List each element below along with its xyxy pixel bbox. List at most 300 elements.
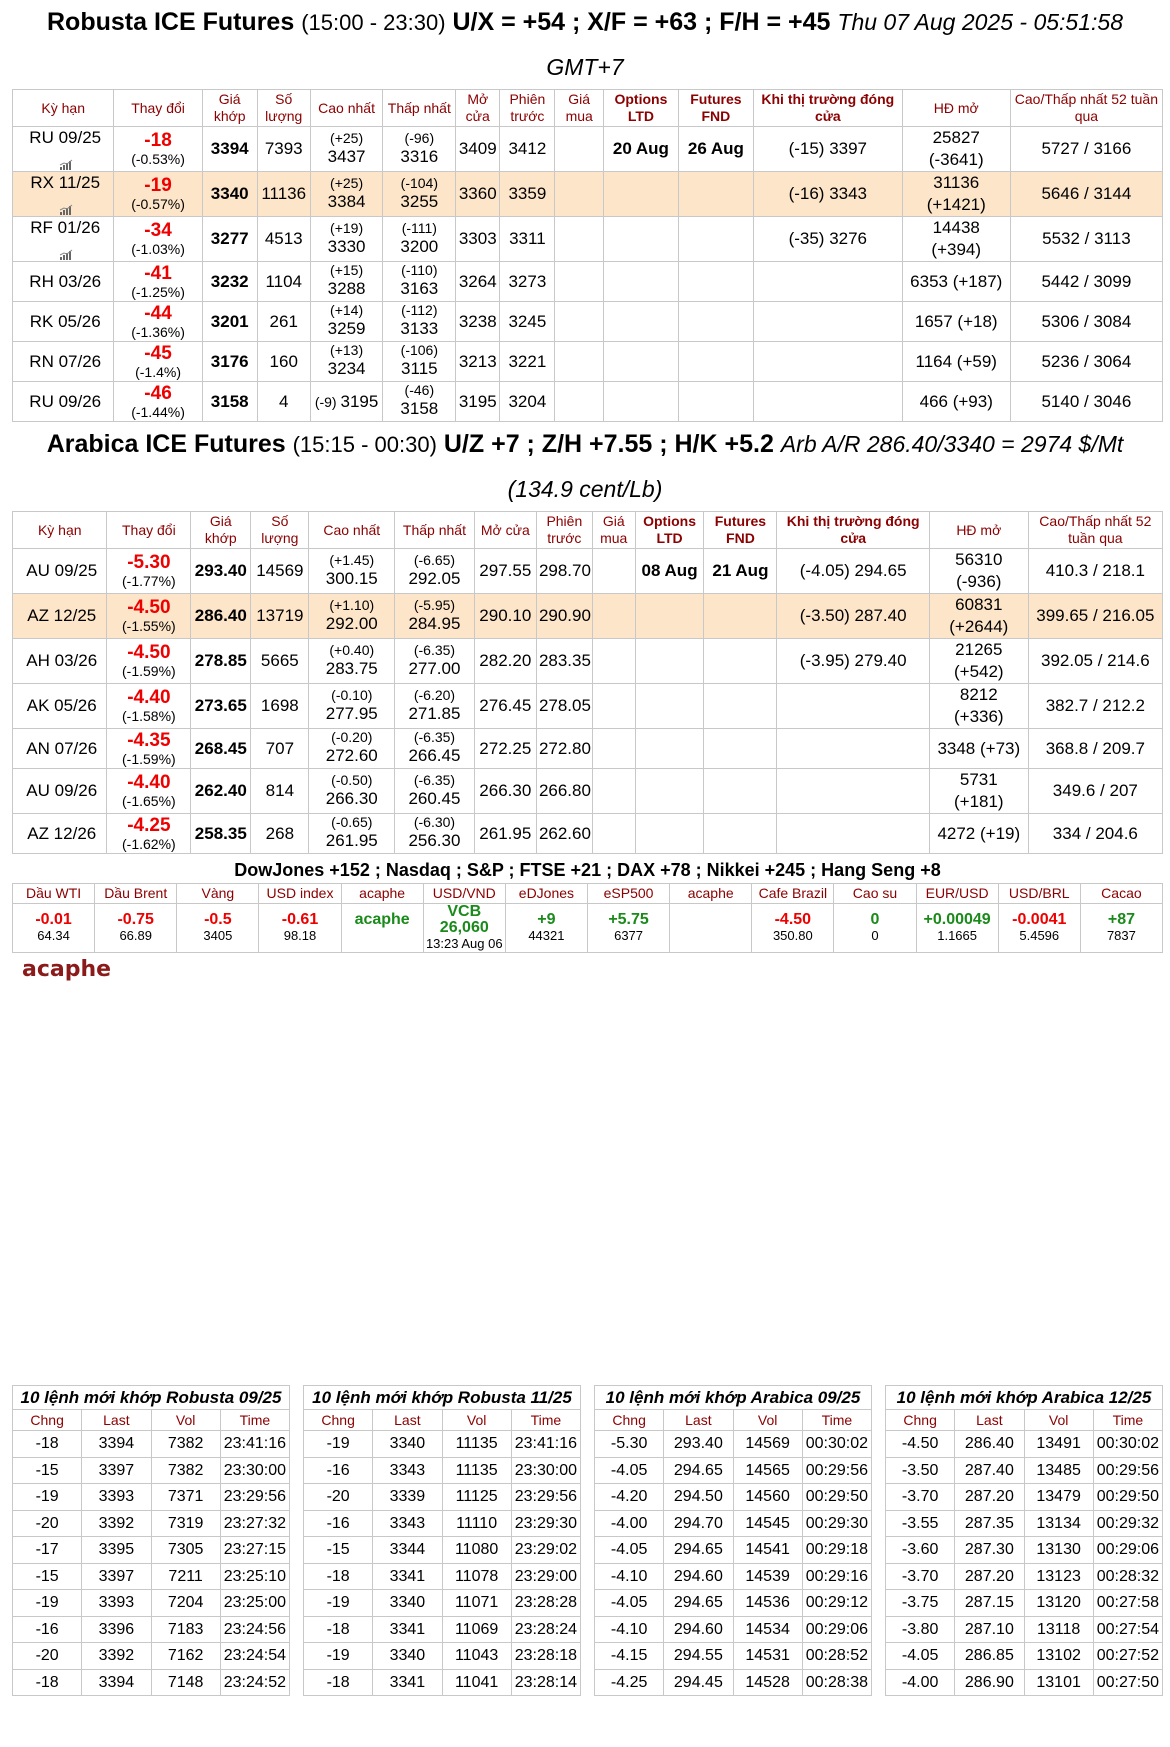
trade-row — [886, 1457, 1163, 1484]
index-change: +5.75 — [608, 911, 649, 928]
trade-cell: 00:27:50 — [1093, 1669, 1162, 1696]
futures-fnd — [704, 594, 777, 639]
term-label: AU 09/25 — [26, 561, 98, 580]
trade-col-header: Chng — [886, 1410, 955, 1431]
open-price: 3303 — [456, 217, 500, 262]
open-price: 3360 — [456, 172, 500, 217]
trade-cell: 11043 — [442, 1643, 511, 1670]
trade-col-header: Time — [802, 1410, 871, 1431]
volume: 814 — [251, 769, 309, 814]
options-ltd — [635, 769, 704, 814]
table-row[interactable] — [13, 729, 1163, 769]
trade-cell: 13123 — [1024, 1563, 1093, 1590]
last-price: 3277 — [202, 217, 257, 262]
term-label: AK 05/26 — [26, 696, 97, 715]
volume: 7393 — [257, 127, 310, 172]
trade-row — [595, 1537, 872, 1564]
options-ltd — [635, 639, 704, 684]
high-change: (+13) — [330, 342, 364, 358]
index-cell[interactable] — [95, 904, 177, 953]
trade-cell: 23:41:16 — [511, 1431, 580, 1458]
index-cell[interactable] — [259, 904, 341, 953]
low-change: (-6.35) — [413, 641, 456, 658]
index-cell[interactable] — [752, 904, 834, 953]
trade-cell: 23:29:00 — [511, 1563, 580, 1590]
trade-cell: 23:30:00 — [220, 1457, 289, 1484]
trade-cell: -4.10 — [595, 1616, 664, 1643]
trade-cell: 11135 — [442, 1431, 511, 1458]
trade-cell: 287.40 — [955, 1457, 1024, 1484]
previous-price: 3311 — [500, 217, 555, 262]
volume: 1104 — [257, 262, 310, 302]
trade-cell: 13102 — [1024, 1643, 1093, 1670]
index-cell[interactable] — [1080, 904, 1162, 953]
change-cell — [114, 342, 202, 382]
trade-cell: 287.10 — [955, 1616, 1024, 1643]
robusta-hours: (15:00 - 23:30) — [301, 10, 446, 35]
trade-cell: 13134 — [1024, 1510, 1093, 1537]
trade-col-header: Last — [955, 1410, 1024, 1431]
high-change: (+19) — [330, 219, 364, 236]
trade-row — [13, 1431, 290, 1458]
high-value: 283.75 — [325, 658, 378, 678]
index-cell[interactable] — [423, 904, 505, 953]
term-label: AZ 12/25 — [27, 606, 97, 625]
term-label: AH 03/26 — [26, 651, 98, 670]
options-ltd — [635, 814, 704, 854]
trade-cell: 00:29:32 — [1093, 1510, 1162, 1537]
trade-cell: -4.25 — [595, 1669, 664, 1696]
futures-fnd — [704, 729, 777, 769]
low-cell — [383, 262, 456, 302]
trade-cell: 00:29:06 — [1093, 1537, 1162, 1564]
trade-row — [595, 1616, 872, 1643]
index-cell[interactable] — [13, 904, 95, 953]
trade-col-header: Chng — [13, 1410, 82, 1431]
change-value: -5.30 — [127, 552, 171, 573]
trade-cell: 13491 — [1024, 1431, 1093, 1458]
term-label: RX 11/25 — [30, 173, 101, 192]
chart-icon[interactable] — [59, 200, 73, 212]
high-value: 3195 — [340, 391, 379, 411]
bid-price — [555, 217, 604, 262]
trade-cell: 11135 — [442, 1457, 511, 1484]
index-value — [342, 928, 423, 944]
trade-cell: 11125 — [442, 1484, 511, 1511]
trade-cell: -19 — [304, 1643, 373, 1670]
arabica-header-row — [13, 512, 1163, 549]
change-percent: (-1.25%) — [131, 283, 185, 300]
trade-cell: 13101 — [1024, 1669, 1093, 1696]
trade-cell: 3395 — [82, 1537, 151, 1564]
trade-row — [13, 1537, 290, 1564]
low-cell — [383, 172, 456, 217]
low-cell — [395, 594, 474, 639]
contract-term[interactable] — [13, 342, 114, 382]
last-price: 258.35 — [191, 814, 251, 854]
col-header: Futures FND — [678, 90, 753, 127]
trade-row — [886, 1431, 1163, 1458]
trade-cell: 14569 — [733, 1431, 802, 1458]
chart-icon[interactable] — [59, 245, 73, 257]
index-change: -4.50 — [774, 911, 812, 928]
trade-cell: -19 — [304, 1590, 373, 1617]
high-cell — [309, 684, 395, 729]
high-cell — [309, 769, 395, 814]
trade-col-header: Time — [511, 1410, 580, 1431]
previous-price: 3359 — [500, 172, 555, 217]
bid-price — [592, 684, 635, 729]
low-change: (-5.95) — [413, 596, 456, 613]
previous-price: 290.90 — [536, 594, 592, 639]
col-header: Futures FND — [704, 512, 777, 549]
trade-row — [304, 1563, 581, 1590]
open-price: 3238 — [456, 302, 500, 342]
index-cell[interactable] — [916, 904, 998, 953]
low-change: (-104) — [400, 174, 439, 191]
brand-logo[interactable]: acaphe — [22, 957, 112, 982]
index-value — [670, 920, 751, 936]
trade-cell: 00:28:38 — [802, 1669, 871, 1696]
trade-col-header: Time — [220, 1410, 289, 1431]
last-price: 273.65 — [191, 684, 251, 729]
col-header: Giá khớp — [202, 90, 257, 127]
index-label: eSP500 — [587, 884, 669, 904]
table-row[interactable] — [13, 594, 1163, 639]
low-value: 3255 — [400, 191, 439, 211]
range-52-week: 5140 / 3046 — [1010, 382, 1162, 422]
trade-cell: -16 — [304, 1510, 373, 1537]
contract-term[interactable] — [13, 217, 114, 262]
options-ltd: 08 Aug — [635, 549, 704, 594]
trade-cell: 14560 — [733, 1484, 802, 1511]
range-52-week: 349.6 / 207 — [1028, 769, 1162, 814]
trade-cell: 00:27:52 — [1093, 1643, 1162, 1670]
table-row[interactable] — [13, 382, 1163, 422]
trade-cell: -3.80 — [886, 1616, 955, 1643]
open-interest — [929, 639, 1028, 684]
index-change: +87 — [1107, 911, 1135, 928]
trade-table — [303, 1385, 581, 1696]
trade-cell: -18 — [304, 1563, 373, 1590]
close-price — [753, 262, 902, 302]
futures-fnd: 26 Aug — [678, 127, 753, 172]
futures-fnd — [678, 172, 753, 217]
previous-price: 3204 — [500, 382, 555, 422]
low-value: 266.45 — [408, 746, 461, 765]
oi-value: 6353 (+187) — [910, 271, 1003, 291]
index-value: 6377 — [614, 928, 644, 943]
table-row[interactable] — [13, 172, 1163, 217]
index-value: 64.34 — [37, 928, 70, 943]
index-cell[interactable] — [834, 904, 916, 953]
open-price: 261.95 — [474, 814, 536, 854]
high-value: 300.15 — [325, 568, 378, 588]
index-change: -0.75 — [117, 911, 154, 928]
high-change: (+25) — [330, 174, 364, 191]
trade-cell: 294.65 — [664, 1590, 733, 1617]
volume: 13719 — [251, 594, 309, 639]
bid-price — [555, 342, 604, 382]
contract-term[interactable] — [13, 814, 107, 854]
contract-term[interactable] — [13, 729, 107, 769]
bid-price — [592, 549, 635, 594]
high-change: (-0.10) — [331, 686, 373, 703]
index-cell[interactable] — [177, 904, 259, 953]
trade-cell: -4.05 — [595, 1590, 664, 1617]
last-price: 3158 — [202, 382, 257, 422]
volume: 4513 — [257, 217, 310, 262]
futures-fnd — [678, 382, 753, 422]
contract-term[interactable] — [13, 769, 107, 814]
col-header: Giá mua — [592, 512, 635, 549]
robusta-title: Robusta ICE Futures — [47, 8, 295, 36]
col-header: Options LTD — [635, 512, 704, 549]
change-cell — [107, 769, 191, 814]
oi-value: 60831 — [955, 595, 1003, 614]
high-cell — [310, 127, 383, 172]
options-ltd — [603, 342, 678, 382]
high-change: (+14) — [330, 302, 364, 318]
trade-cell: 23:27:32 — [220, 1510, 289, 1537]
trade-cell: -4.10 — [595, 1563, 664, 1590]
trade-col-header: Vol — [151, 1410, 220, 1431]
trade-cell: 3343 — [373, 1510, 442, 1537]
col-header: HĐ mở — [902, 90, 1010, 127]
contract-term[interactable] — [13, 594, 107, 639]
change-value: -4.35 — [127, 729, 171, 751]
close-price — [777, 729, 929, 769]
contract-term[interactable] — [13, 684, 107, 729]
col-header: Khi thị trường đóng cửa — [777, 512, 929, 549]
table-row[interactable] — [13, 342, 1163, 382]
close-price — [753, 342, 902, 382]
index-label: Cao su — [834, 884, 916, 904]
trade-col-header: Chng — [595, 1410, 664, 1431]
trade-cell: 3397 — [82, 1563, 151, 1590]
trade-cell: 00:29:50 — [802, 1484, 871, 1511]
trade-cell: 00:28:52 — [802, 1643, 871, 1670]
previous-price: 283.35 — [536, 639, 592, 684]
low-cell — [383, 382, 456, 422]
trade-cell: 23:29:02 — [511, 1537, 580, 1564]
trade-cell: 3392 — [82, 1643, 151, 1670]
contract-term[interactable] — [13, 639, 107, 684]
change-percent: (-1.77%) — [122, 573, 176, 589]
change-percent: (-1.44%) — [131, 403, 185, 420]
trade-cell: 3340 — [373, 1431, 442, 1458]
trade-cell: -4.15 — [595, 1643, 664, 1670]
trade-col-header: Vol — [1024, 1410, 1093, 1431]
trade-cell: -19 — [304, 1431, 373, 1458]
col-header: Cao nhất — [310, 90, 383, 127]
arabica-spreads: U/Z +7 ; Z/H +7.55 ; H/K +5.2 — [443, 430, 774, 458]
close-price — [753, 302, 902, 342]
last-price: 262.40 — [191, 769, 251, 814]
contract-term[interactable] — [13, 172, 114, 217]
low-change: (-46) — [404, 382, 435, 398]
trade-row — [13, 1616, 290, 1643]
previous-price: 3273 — [500, 262, 555, 302]
change-percent: (-1.03%) — [131, 241, 185, 257]
trade-row — [304, 1457, 581, 1484]
col-header: Số lượng — [257, 90, 310, 127]
index-cell[interactable] — [341, 904, 423, 953]
low-value: 3115 — [401, 359, 438, 378]
range-52-week: 5306 / 3084 — [1010, 302, 1162, 342]
change-percent: (-1.4%) — [135, 363, 181, 380]
last-price: 3176 — [202, 342, 257, 382]
index-cell[interactable] — [998, 904, 1080, 953]
trade-table-title: 10 lệnh mới khớp Arabica 12/25 — [886, 1386, 1163, 1410]
trade-row — [595, 1563, 872, 1590]
oi-change: (-3641) — [928, 150, 984, 169]
table-row[interactable] — [13, 639, 1163, 684]
previous-price: 272.80 — [536, 729, 592, 769]
trade-cell: -20 — [13, 1643, 82, 1670]
trade-cell: 3341 — [373, 1616, 442, 1643]
change-cell — [107, 814, 191, 854]
low-value: 292.05 — [408, 568, 461, 588]
term-label: RN 07/26 — [29, 351, 102, 371]
trade-table-title: 10 lệnh mới khớp Arabica 09/25 — [595, 1386, 872, 1410]
trade-cell: -16 — [304, 1457, 373, 1484]
arabica-heading — [0, 422, 1170, 511]
trade-row — [304, 1510, 581, 1537]
trade-cell: 286.85 — [955, 1643, 1024, 1670]
last-price: 3201 — [202, 302, 257, 342]
change-cell — [107, 684, 191, 729]
range-52-week: 5646 / 3144 — [1010, 172, 1162, 217]
term-label: RF 01/26 — [30, 218, 101, 237]
open-price: 290.10 — [474, 594, 536, 639]
trade-cell: 294.65 — [664, 1537, 733, 1564]
oi-value: 31136 — [933, 173, 980, 192]
close-price — [753, 382, 902, 422]
trade-cell: 294.60 — [664, 1616, 733, 1643]
high-value: 3437 — [327, 146, 366, 166]
trade-row — [13, 1563, 290, 1590]
contract-term[interactable] — [13, 262, 114, 302]
table-row[interactable] — [13, 217, 1163, 262]
volume: 707 — [251, 729, 309, 769]
contract-term[interactable] — [13, 127, 114, 172]
trade-cell: -17 — [13, 1537, 82, 1564]
trade-cell: 14528 — [733, 1669, 802, 1696]
trade-cell: 14545 — [733, 1510, 802, 1537]
previous-price: 278.05 — [536, 684, 592, 729]
trade-cell: 23:29:56 — [511, 1484, 580, 1511]
volume: 160 — [257, 342, 310, 382]
trade-row — [886, 1510, 1163, 1537]
arabica-title: Arabica ICE Futures — [46, 430, 286, 458]
contract-term[interactable] — [13, 549, 107, 594]
index-cell[interactable] — [505, 904, 587, 953]
trade-cell: 294.50 — [664, 1484, 733, 1511]
index-label: acaphe — [670, 884, 752, 904]
index-value: 5.4596 — [1019, 928, 1060, 943]
options-ltd — [635, 594, 704, 639]
index-change: +0.00049 — [923, 911, 991, 928]
high-change: (+25) — [330, 129, 364, 146]
high-cell — [310, 382, 383, 422]
index-label: Cafe Brazil — [752, 884, 834, 904]
options-ltd — [635, 684, 704, 729]
trade-cell: 00:27:54 — [1093, 1616, 1162, 1643]
trade-cell: -4.20 — [595, 1484, 664, 1511]
open-interest — [929, 769, 1028, 814]
change-cell — [114, 382, 202, 422]
index-cell[interactable] — [587, 904, 669, 953]
trade-cell: 7305 — [151, 1537, 220, 1564]
table-row[interactable] — [13, 684, 1163, 729]
robusta-header-row — [13, 90, 1163, 127]
index-label: Cacao — [1080, 884, 1162, 904]
trade-row — [13, 1643, 290, 1670]
trade-cell: 3397 — [82, 1457, 151, 1484]
trade-cell: 7183 — [151, 1616, 220, 1643]
trade-cell: 3393 — [82, 1590, 151, 1617]
close-price: (-3.50) 287.40 — [777, 594, 929, 639]
col-header: Thấp nhất — [395, 512, 474, 549]
close-price: (-35) 3276 — [753, 217, 902, 262]
change-percent: (-1.62%) — [122, 835, 176, 852]
index-label: Dầu WTI — [13, 884, 95, 904]
indices-summary: DowJones +152 ; Nasdaq ; S&P ; FTSE +21 ; DAX +78 ; Nikkei +245 ; Hang Seng +8 — [234, 860, 941, 880]
trade-cell: 13120 — [1024, 1590, 1093, 1617]
open-price: 3409 — [456, 127, 500, 172]
contract-term[interactable] — [13, 302, 114, 342]
oi-change: (+1421) — [926, 195, 986, 214]
table-row[interactable] — [13, 127, 1163, 172]
trade-cell: 293.40 — [664, 1431, 733, 1458]
trade-col-header: Last — [373, 1410, 442, 1431]
table-row[interactable] — [13, 549, 1163, 594]
chart-icon[interactable] — [59, 155, 73, 167]
table-row[interactable] — [13, 814, 1163, 854]
contract-term[interactable] — [13, 382, 114, 422]
range-52-week: 5442 / 3099 — [1010, 262, 1162, 302]
options-ltd — [603, 217, 678, 262]
col-header: Khi thị trường đóng cửa — [753, 90, 902, 127]
high-change: (-9) — [314, 393, 341, 410]
change-percent: (-0.53%) — [131, 151, 185, 167]
low-cell — [395, 769, 474, 814]
index-value: 7837 — [1106, 928, 1136, 943]
low-cell — [395, 639, 474, 684]
trade-row — [13, 1669, 290, 1696]
high-cell — [309, 549, 395, 594]
index-cell[interactable] — [670, 904, 752, 953]
table-row[interactable] — [13, 302, 1163, 342]
range-52-week: 368.8 / 209.7 — [1028, 729, 1162, 769]
table-row[interactable] — [13, 769, 1163, 814]
trade-cell: 00:29:12 — [802, 1590, 871, 1617]
futures-fnd — [704, 769, 777, 814]
oi-change: (+394) — [931, 240, 982, 259]
term-label: AU 09/26 — [26, 781, 98, 800]
high-value: 3259 — [327, 319, 366, 338]
index-label: USD/VND — [423, 884, 505, 904]
trade-cell: 23:28:18 — [511, 1643, 580, 1670]
trade-cell: 294.60 — [664, 1563, 733, 1590]
trade-cell: 23:24:54 — [220, 1643, 289, 1670]
table-row[interactable] — [13, 262, 1163, 302]
trade-row — [304, 1484, 581, 1511]
high-value: 266.30 — [325, 788, 378, 808]
low-change: (-6.20) — [413, 686, 456, 703]
trade-cell: -16 — [13, 1616, 82, 1643]
